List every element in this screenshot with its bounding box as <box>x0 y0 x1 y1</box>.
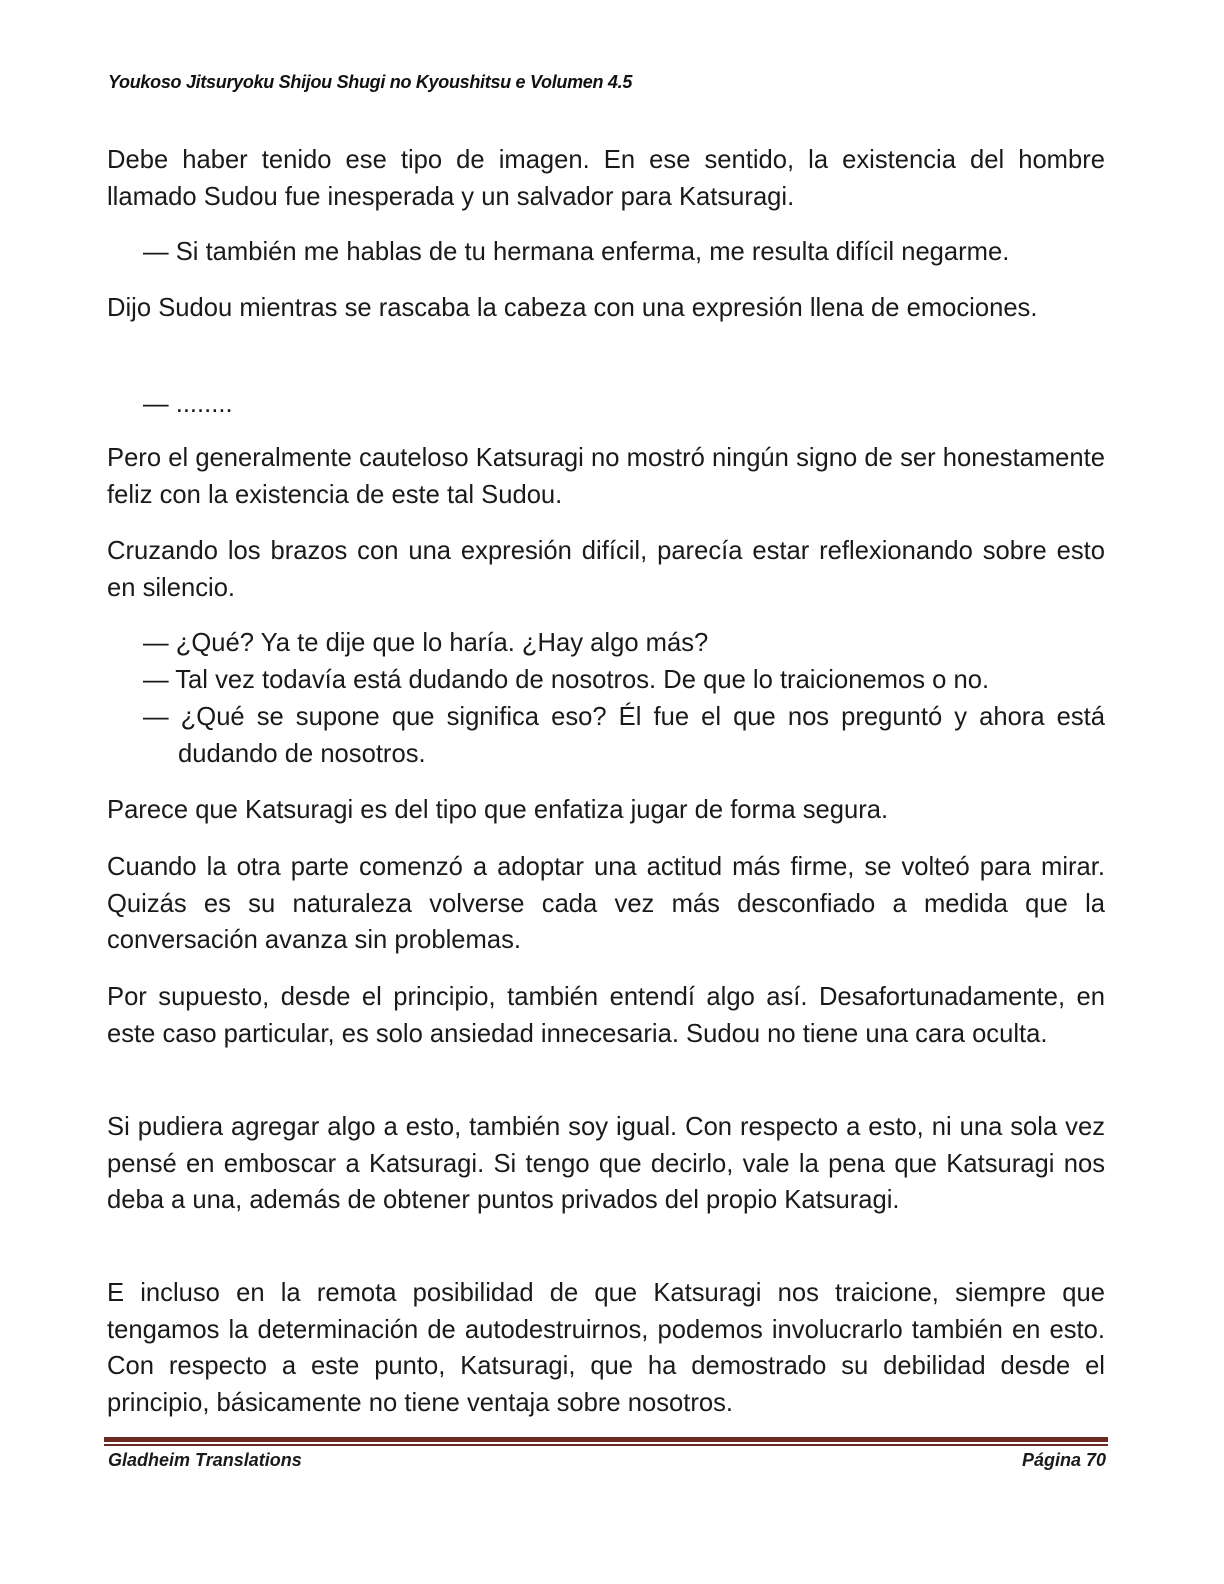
paragraph: Pero el generalmente cauteloso Katsuragi no mostró ningún signo de ser honestamente feliz con la existencia de este tal Sudou. <box>107 444 1105 509</box>
dialogue-line: — Si también me hablas de tu hermana enferma, me resulta difícil negarme. <box>143 238 1010 266</box>
paragraph: Debe haber tenido ese tipo de imagen. En ese sentido, la existencia del hombre llamado Sudou fue inesperada y un salvador para Katsuragi. <box>107 146 1105 211</box>
paragraph: Parece que Katsuragi es del tipo que enfatiza jugar de forma segura. <box>107 796 889 824</box>
footer-rule-thin <box>104 1444 1108 1446</box>
paragraph: Dijo Sudou mientras se rascaba la cabeza con una expresión llena de emociones. <box>107 294 1038 322</box>
paragraph: Si pudiera agregar algo a esto, también soy igual. Con respecto a esto, ni una sola vez pensé en emboscar a Katsuragi. Si tengo que decirlo, vale la pena que Katsuragi nos deba a una, además de obtener puntos privados del propio Katsuragi. <box>107 1113 1105 1215</box>
running-header: Youkoso Jitsuryoku Shijou Shugi no Kyoushitsu e Volumen 4.5 <box>108 72 633 92</box>
footer-rule-thick <box>104 1437 1108 1442</box>
dialogue-line: — ¿Qué se supone que significa eso? Él fue el que nos preguntó y ahora está dudando de nosotros. <box>143 703 1105 768</box>
paragraph: Por supuesto, desde el principio, también entendí algo así. Desafortunadamente, en este caso particular, es solo ansiedad innecesaria. Sudou no tiene una cara oculta. <box>107 983 1105 1048</box>
paragraph: E incluso en la remota posibilidad de que Katsuragi nos traicione, siempre que tengamos la determinación de autodestruirnos, podemos involucrarlo también en esto. Con respecto a este punto, Katsuragi, que ha demostrado su debilidad desde el principio, básicamente no tiene ventaja sobre nosotros. <box>107 1279 1105 1417</box>
page-number: Página 70 <box>1021 1450 1106 1470</box>
dialogue-line: — Tal vez todavía está dudando de nosotros. De que lo traicionemos o no. <box>143 666 990 694</box>
paragraph: Cuando la otra parte comenzó a adoptar una actitud más firme, se volteó para mirar. Quizás es su naturaleza volverse cada vez más desconfiado a medida que la conversación avanza sin problemas. <box>107 853 1105 955</box>
dialogue-line: — ........ <box>143 390 233 418</box>
footer-translator: Gladheim Translations <box>108 1450 302 1470</box>
paragraph: Cruzando los brazos con una expresión difícil, parecía estar reflexionando sobre esto en silencio. <box>107 537 1105 602</box>
dialogue-line: — ¿Qué? Ya te dije que lo haría. ¿Hay algo más? <box>143 629 709 657</box>
